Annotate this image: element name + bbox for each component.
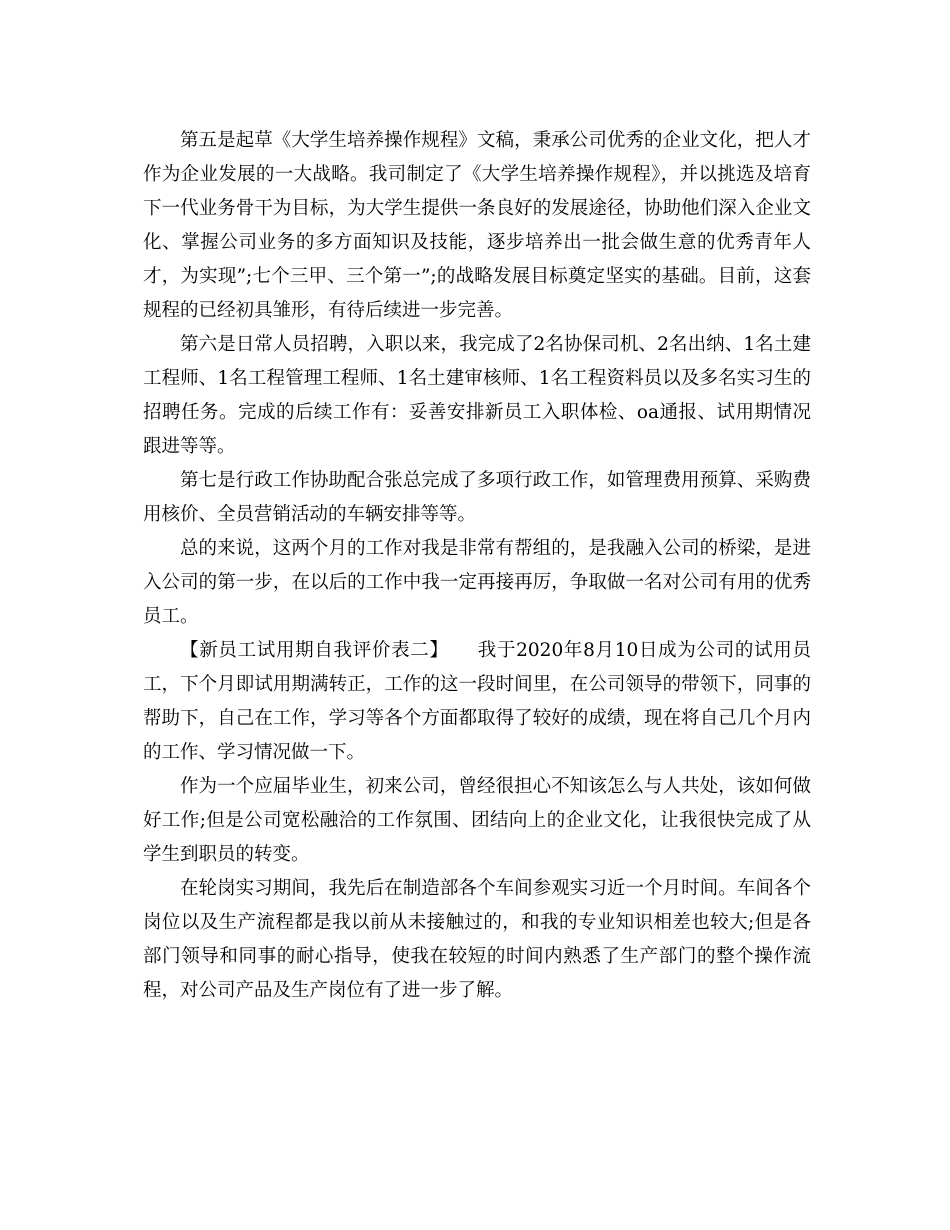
paragraph-summary: 总的来说，这两个月的工作对我是非常有帮组的，是我融入公司的桥梁，是进入公司的第一步，在以后的工作中我一定再接再厉，争取做一名对公司有用的优秀员工。 <box>143 538 811 627</box>
paragraph-graduate-intro: 作为一个应届毕业生，初来公司，曾经很担心不知该怎么与人共处，该如何做好工作;但是公司宽松融洽的工作氛围、团结向上的企业文化，让我很快完成了从学生到职员的转变。 <box>143 776 811 865</box>
paragraph-evaluation-form-two: 【新员工试用期自我评价表二】 我于2020年8月10日成为公司的试用员工，下个月即试用期满转正，工作的这一段时间里，在公司领导的带领下，同事的帮助下，自己在工作，学习等各个方面都取得了较好的成绩，现在将自己几个月内的工作、学习情况做一下。 <box>143 640 811 763</box>
paragraph-step-seven: 第七是行政工作协助配合张总完成了多项行政工作，如管理费用预算、采购费用核价、全员营销活动的车辆安排等等。 <box>143 470 811 525</box>
paragraph-step-six: 第六是日常人员招聘，入职以来，我完成了2名协保司机、2名出纳、1名土建工程师、1名工程管理工程师、1名土建审核师、1名工程资料员以及多名实习生的招聘任务。完成的后续工作有：妥善安排新员工入职体检、oa通报、试用期情况跟进等等。 <box>143 334 811 457</box>
paragraph-rotation-internship: 在轮岗实习期间，我先后在制造部各个车间参观实习近一个月时间。车间各个岗位以及生产流程都是我以前从未接触过的，和我的专业知识相差也较大;但是各部门领导和同事的耐心指导，使我在较短的时间内熟悉了生产部门的整个操作流程，对公司产品及生产岗位有了进一步了解。 <box>143 878 811 1001</box>
document-body <box>143 124 811 1008</box>
paragraph-step-five: 第五是起草《大学生培养操作规程》文稿，秉承公司优秀的企业文化，把人才作为企业发展的一大战略。我司制定了《大学生培养操作规程》，并以挑选及培育下一代业务骨干为目标，为大学生提供一条良好的发展途径，协助他们深入企业文化、掌握公司业务的多方面知识及技能，逐步培养出一批会做生意的优秀青年人才，为实现”;七个三甲、三个第一”;的战略发展目标奠定坚实的基础。目前，这套规程的已经初具雏形，有待后续进一步完善。 <box>143 130 811 321</box>
